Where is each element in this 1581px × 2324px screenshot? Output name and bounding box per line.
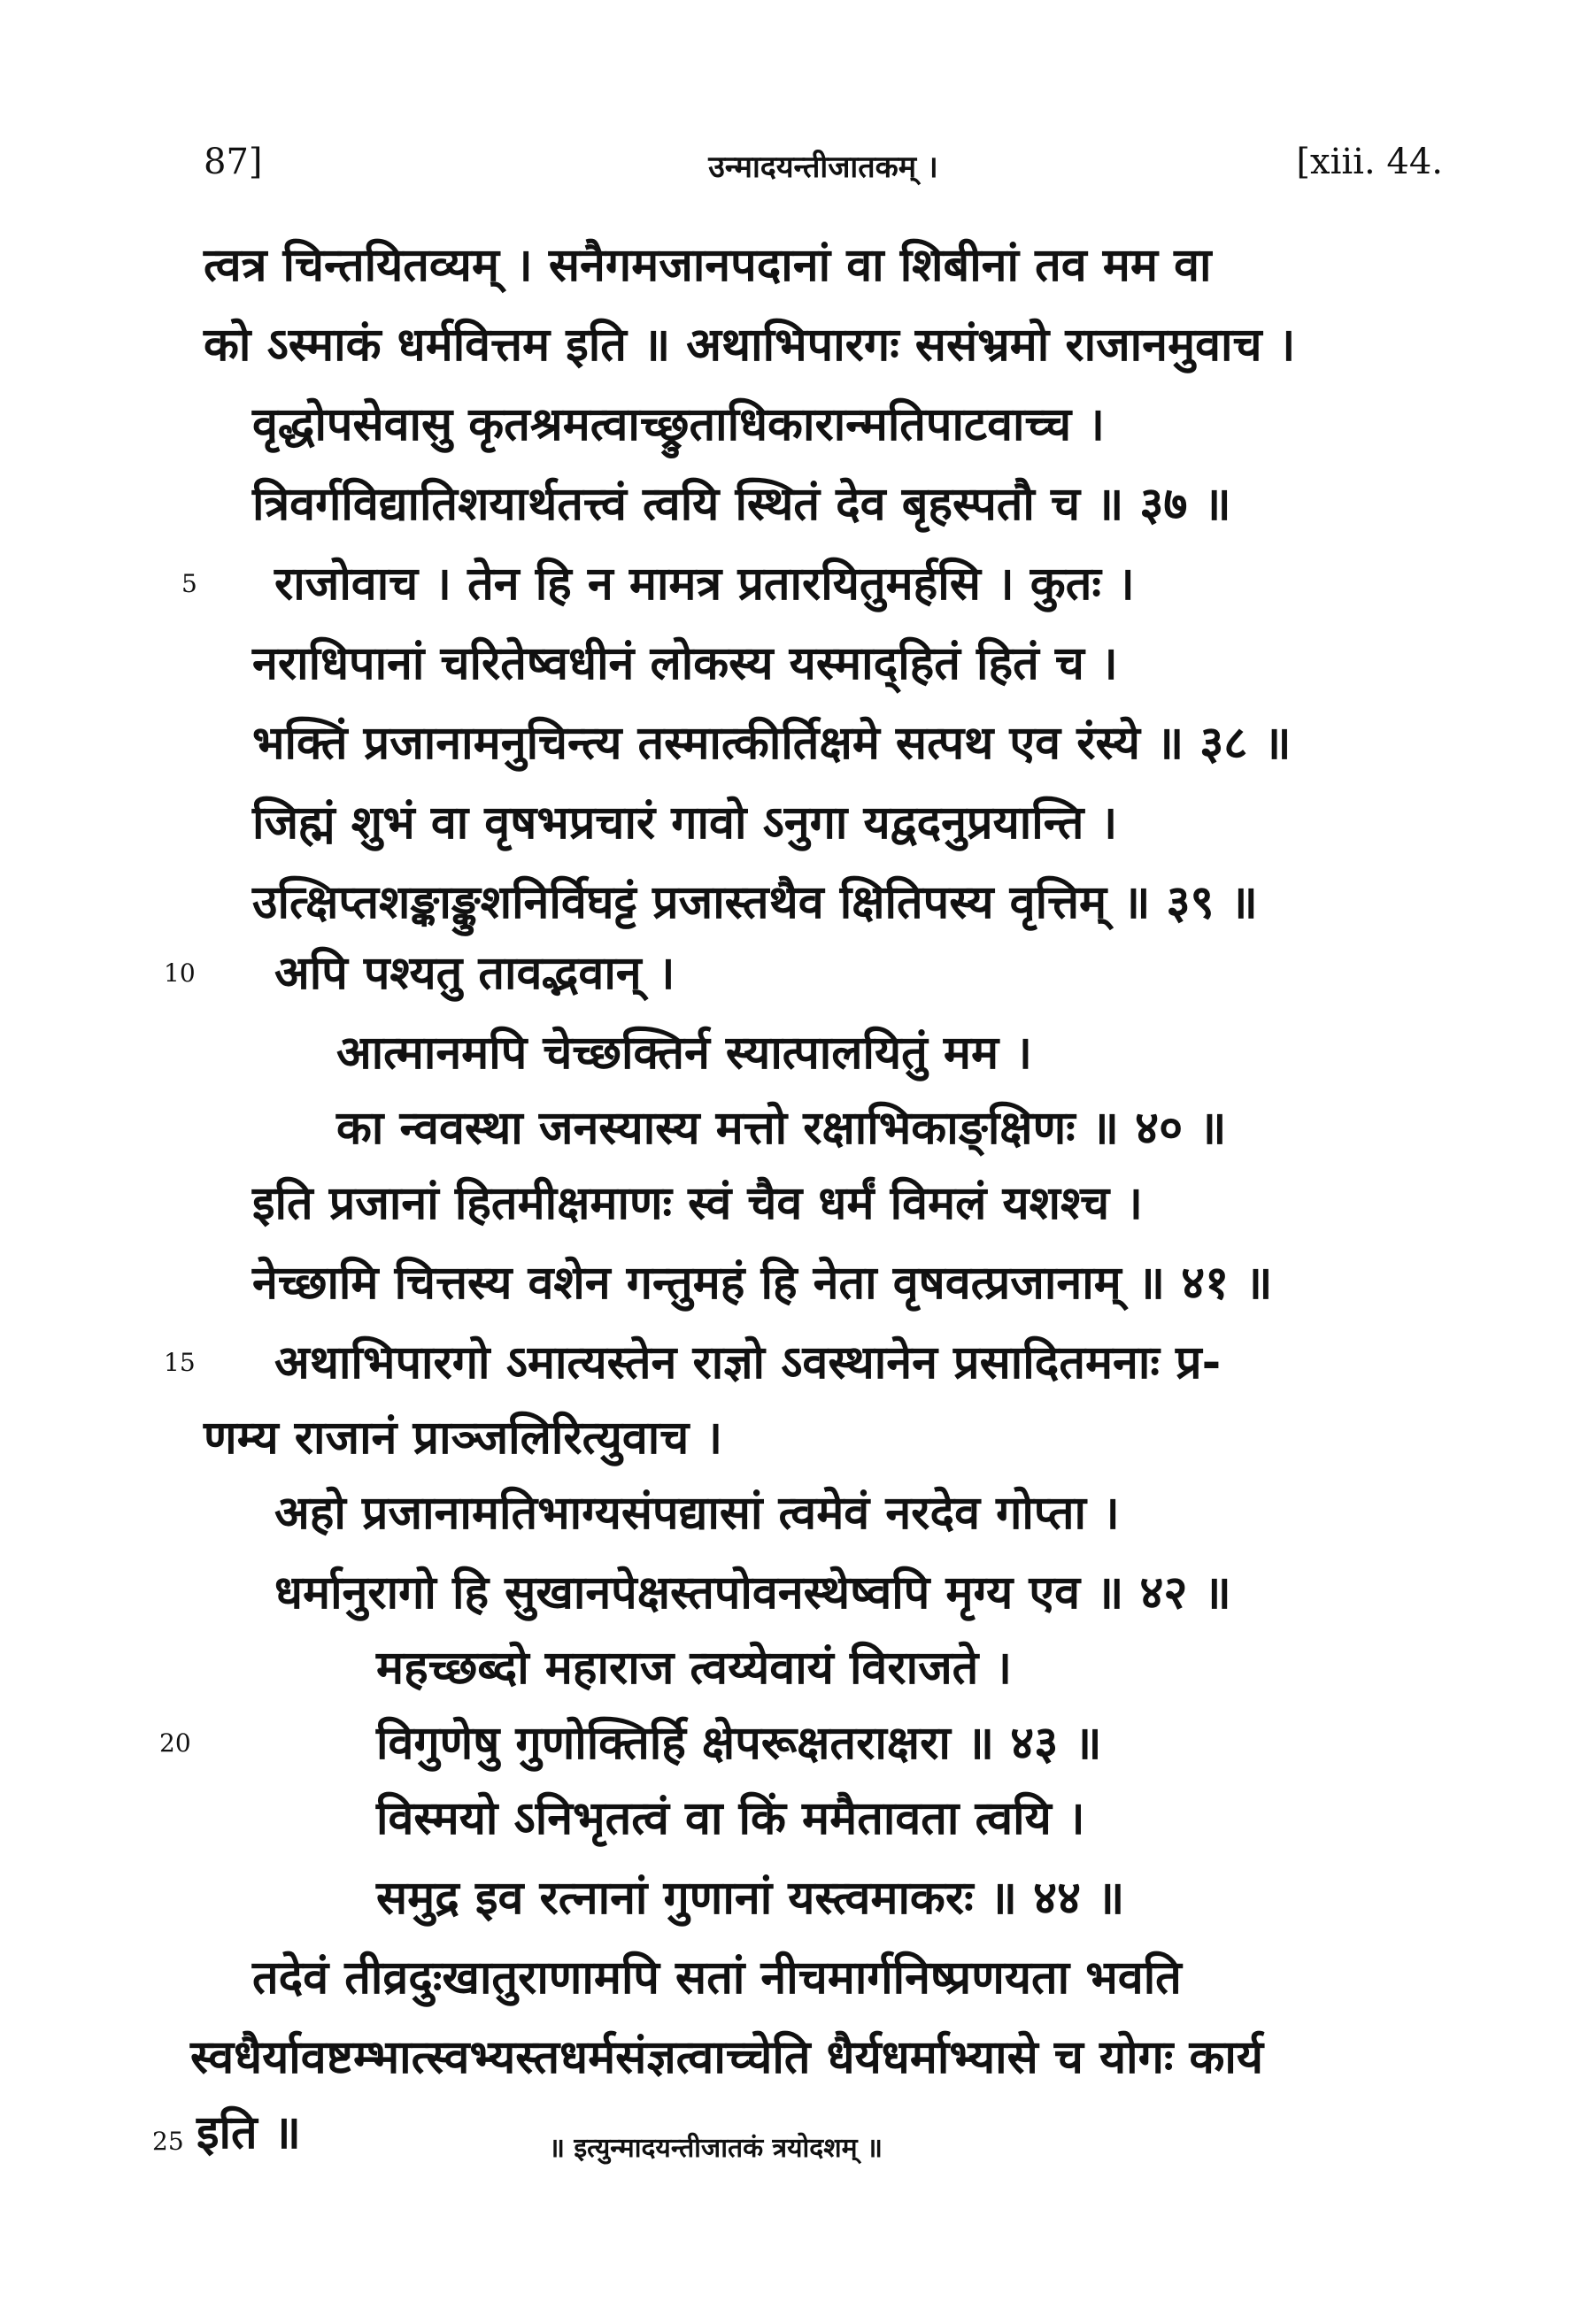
text-line: नराधिपानां चरितेष्वधीनं लोकस्य यस्माद्हितं हितं च ।: [252, 637, 1118, 690]
text-line: समुद्र इव रत्नानां गुणानां यस्त्वमाकरः ॥ ४४ ॥: [376, 1872, 1125, 1925]
text-line: त्वत्र चिन्तयितव्यम् । सनैगमजानपदानां वा शिबीनां तव मम वा: [204, 239, 1212, 292]
text-line: भक्तिं प्रजानामनुचिन्त्य तस्मात्कीर्तिक्षमे सत्पथ एव रंस्ये ॥ ३८ ॥: [252, 717, 1292, 770]
text-line: विगुणेषु गुणोक्तिर्हि क्षेपरूक्षतराक्षरा ॥ ४३ ॥: [376, 1717, 1102, 1770]
line-number: 5: [181, 569, 197, 598]
running-title: उन्मादयन्तीजातकम् ।: [708, 150, 938, 185]
text-line: आत्मानमपि चेच्छक्तिर्न स्यात्पालयितुं मम ।: [336, 1027, 1032, 1080]
text-line: अहो प्रजानामतिभाग्यसंपद्यासां त्वमेवं नरदेव गोप्ता ।: [274, 1487, 1120, 1540]
line-number: 15: [164, 1348, 196, 1377]
line-number: 25: [152, 2127, 184, 2156]
colophon: ॥ इत्युन्मादयन्तीजातकं त्रयोदशम् ॥: [549, 2133, 883, 2164]
text-line: राजोवाच । तेन हि न मामत्र प्रतारयितुमर्हसि । कुतः ।: [274, 558, 1135, 611]
line-number: 20: [159, 1728, 191, 1758]
text-line: नेच्छामि चित्तस्य वशेन गन्तुमहं हि नेता वृषवत्प्रजानाम् ॥ ४१ ॥: [252, 1257, 1273, 1310]
section-reference: [xiii. 44.: [1296, 142, 1443, 182]
text-line: त्रिवर्गविद्यातिशयार्थतत्त्वं त्वयि स्थितं देव बृहस्पतौ च ॥ ३७ ॥: [252, 478, 1231, 531]
text-line: अथाभिपारगो ऽमात्यस्तेन राज्ञो ऽवस्थानेन प्रसादितमनाः प्र-: [274, 1336, 1222, 1389]
text-line: अपि पश्यतु तावद्भवान् ।: [274, 947, 675, 1000]
text-line: धर्मानुरागो हि सुखानपेक्षस्तपोवनस्थेष्वपि मृग्य एव ॥ ४२ ॥: [274, 1566, 1231, 1620]
page-number: 87]: [204, 142, 263, 182]
text-line: इति ॥: [197, 2106, 301, 2159]
line-number: 10: [164, 958, 196, 988]
running-header: [204, 142, 1443, 195]
text-line: तदेवं तीव्रदुःखातुराणामपि सतां नीचमार्गनिष्प्रणयता भवति: [252, 1951, 1182, 2005]
text-line: वृद्धोपसेवासु कृतश्रमत्वाच्छ्रुताधिकारान्मतिपाटवाच्च ।: [252, 398, 1105, 451]
text-line: महच्छब्दो महाराज त्वय्येवायं विराजते ।: [376, 1642, 1013, 1695]
text-line: णम्य राजानं प्राञ्जलिरित्युवाच ।: [204, 1412, 723, 1465]
text-line: का न्ववस्था जनस्यास्य मत्तो रक्षाभिकाङ्क्षिणः ॥ ४० ॥: [336, 1102, 1227, 1155]
text-line: को ऽस्माकं धर्मवित्तम इति ॥ अथाभिपारगः ससंभ्रमो राजानमुवाच ।: [204, 319, 1296, 372]
text-line: उत्क्षिप्तशङ्काङ्कुशनिर्विघट्टं प्रजास्तथैव क्षितिपस्य वृत्तिम् ॥ ३९ ॥: [252, 876, 1258, 929]
text-line: विस्मयो ऽनिभृतत्वं वा किं ममैतावता त्वयि ।: [376, 1792, 1085, 1845]
text-line: इति प्रजानां हितमीक्षमाणः स्वं चैव धर्मं विमलं यशश्च ।: [252, 1177, 1143, 1230]
text-line: जिह्मं शुभं वा वृषभप्रचारं गावो ऽनुगा यद्वदनुप्रयान्ति ।: [252, 796, 1118, 850]
text-line: स्वधैर्यावष्टम्भात्स्वभ्यस्तधर्मसंज्ञत्वाच्चेति धैर्यधर्माभ्यासे च योगः कार्य: [190, 2031, 1264, 2084]
